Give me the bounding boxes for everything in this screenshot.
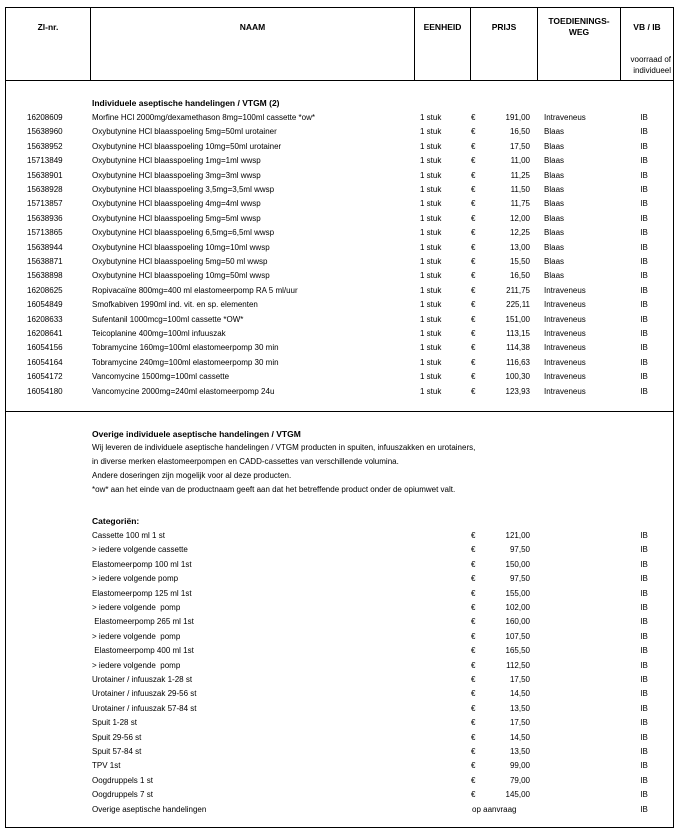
table-row [6, 284, 675, 298]
currency-sign: € [471, 718, 476, 728]
currency-sign: € [471, 675, 476, 684]
item-number: 16054156 [27, 343, 63, 353]
item-route: Blaas [544, 257, 565, 266]
item-number: 16054172 [27, 372, 63, 382]
currency-sign: € [471, 329, 476, 338]
item-route: Blaas [544, 228, 565, 238]
currency-sign: € [471, 141, 476, 151]
category-name: > iedere volgende cassette [92, 545, 188, 555]
item-unit: 1 stuk [420, 156, 442, 166]
item-route: Intraveneus [544, 113, 586, 122]
category-vb-ib: IB [640, 761, 648, 771]
item-vb-ib: IB [640, 386, 648, 396]
item-name: Oxybutynine HCl blaasspoeling 5mg=50ml urotainer [92, 127, 277, 137]
item-number: 15638898 [27, 271, 63, 281]
item-name: Teicoplanine 400mg=100ml infuuszak [92, 329, 226, 338]
category-name: > iedere volgende pomp [92, 574, 179, 584]
item-unit: 1 stuk [420, 257, 442, 266]
currency-sign: € [471, 257, 476, 266]
category-name: Spuit 29-56 st [92, 732, 142, 742]
currency-sign: € [471, 199, 476, 209]
item-number: 16208633 [27, 314, 63, 324]
item-name: Oxybutynine HCl blaasspoeling 4mg=4ml wwsp [92, 199, 261, 209]
item-unit: 1 stuk [420, 199, 442, 209]
item-route: Blaas [544, 199, 565, 209]
category-row [6, 543, 675, 557]
currency-sign: € [471, 271, 476, 281]
header-vb-sub-2: individueel [633, 66, 671, 75]
item-unit: 1 stuk [420, 329, 442, 338]
currency-sign: € [471, 703, 476, 713]
category-name: > iedere volgende pomp [92, 631, 181, 641]
currency-sign: € [471, 531, 476, 540]
category-price: 99,00 [509, 761, 530, 771]
section2-text-3: Andere doseringen zijn mogelijk voor al deze producten. [92, 471, 292, 480]
category-price: 14,50 [509, 732, 530, 742]
price-table [5, 7, 674, 828]
currency-sign: € [471, 127, 476, 137]
category-row [6, 558, 675, 572]
item-unit: 1 stuk [420, 271, 442, 281]
item-unit: 1 stuk [420, 285, 442, 295]
item-unit: 1 stuk [420, 343, 442, 353]
table-row [6, 154, 675, 168]
item-price: 225,11 [506, 300, 530, 310]
item-vb-ib: IB [640, 314, 648, 324]
item-price: 11,75 [510, 199, 530, 209]
currency-sign: € [471, 617, 476, 627]
category-row [6, 630, 675, 644]
item-route: Intraveneus [544, 314, 586, 324]
item-number: 15638960 [27, 127, 63, 137]
item-price: 151,00 [505, 314, 530, 324]
currency-sign: € [471, 228, 476, 238]
item-name: Oxybutynine HCl blaasspoeling 10mg=50ml wwsp [92, 271, 270, 281]
item-unit: 1 stuk [420, 170, 442, 180]
header-divider [6, 80, 673, 81]
section2-text-4: *ow* aan het einde van de productnaam geeft aan dat het betreffende product onder de opiumwet valt. [92, 485, 456, 494]
header-vb: VB / IB voorraad of individueel [621, 8, 673, 80]
category-row [6, 745, 675, 759]
categories-title: Categoriën: [92, 516, 140, 526]
item-number: 15638952 [27, 141, 63, 151]
category-vb-ib: IB [640, 790, 648, 800]
category-vb-ib: IB [640, 747, 648, 756]
category-vb-ib: IB [640, 646, 648, 656]
item-number: 16208641 [27, 329, 63, 338]
category-name: Cassette 100 ml 1 st [92, 531, 165, 540]
item-vb-ib: IB [640, 372, 648, 382]
table-row [6, 183, 675, 197]
item-route: Intraveneus [544, 357, 586, 367]
category-vb-ib: IB [640, 775, 648, 785]
item-name: Vancomycine 2000mg=240ml elastomeerpomp 24u [92, 386, 275, 396]
item-price: 211,75 [506, 285, 530, 295]
item-number: 16054180 [27, 386, 63, 396]
currency-sign: € [471, 343, 476, 353]
item-price: 12,00 [509, 213, 530, 223]
item-name: Tobramycine 240mg=100ml elastomeerpomp 30 min [92, 357, 279, 367]
table-row [6, 370, 675, 384]
item-unit: 1 stuk [420, 141, 442, 151]
table-row [6, 226, 675, 240]
header-route: TOEDIENINGS- WEG [548, 16, 610, 37]
category-row [6, 644, 675, 658]
category-price: 160,00 [505, 617, 530, 627]
category-price: 155,00 [505, 588, 530, 598]
table-row [6, 269, 675, 283]
section1-title: Individuele aseptische handelingen / VTGM (2) [92, 98, 280, 108]
item-unit: 1 stuk [420, 127, 442, 137]
category-name: Overige aseptische handelingen [92, 804, 207, 814]
category-price: 79,00 [509, 775, 530, 785]
item-unit: 1 stuk [420, 300, 442, 310]
category-row [6, 774, 675, 788]
item-name: Oxybutynine HCl blaasspoeling 5mg=5ml wwsp [92, 213, 261, 223]
item-price: 15,50 [509, 257, 530, 266]
currency-sign: € [471, 775, 476, 785]
currency-sign: € [471, 386, 476, 396]
table-row [6, 111, 675, 125]
item-vb-ib: IB [640, 170, 648, 180]
item-route: Blaas [544, 213, 565, 223]
category-name: Oogdruppels 7 st [92, 790, 153, 800]
item-name: Oxybutynine HCl blaasspoeling 6,5mg=6,5ml wwsp [92, 228, 275, 238]
item-name: Oxybutynine HCl blaasspoeling 3mg=3ml wwsp [92, 170, 261, 180]
category-vb-ib: IB [640, 718, 648, 728]
item-unit: 1 stuk [420, 386, 442, 396]
category-vb-ib: IB [640, 559, 648, 569]
category-row [6, 587, 675, 601]
item-price: 191,00 [505, 113, 530, 122]
currency-sign: € [471, 185, 476, 194]
category-vb-ib: IB [640, 660, 648, 670]
currency-sign: € [471, 747, 476, 756]
category-vb-ib: IB [640, 531, 648, 540]
category-vb-ib: IB [640, 617, 648, 627]
header-name: NAAM [239, 22, 266, 32]
item-route: Intraveneus [544, 329, 586, 338]
currency-sign: € [471, 790, 476, 800]
category-price: 145,00 [505, 790, 530, 800]
currency-sign: € [471, 689, 476, 699]
category-row [6, 659, 675, 673]
item-number: 15713857 [27, 199, 63, 209]
item-name: Oxybutynine HCl blaasspoeling 10mg=50ml urotainer [92, 141, 282, 151]
item-unit: 1 stuk [420, 372, 442, 382]
category-vb-ib: IB [640, 588, 648, 598]
item-vb-ib: IB [640, 113, 648, 122]
item-unit: 1 stuk [420, 228, 442, 238]
item-unit: 1 stuk [420, 242, 442, 252]
item-price: 113,15 [506, 329, 530, 338]
category-name: Urotainer / infuuszak 1-28 st [92, 675, 193, 684]
category-row [6, 716, 675, 730]
category-row [6, 601, 675, 615]
item-price: 123,93 [505, 386, 530, 396]
item-price: 11,25 [510, 170, 530, 180]
item-vb-ib: IB [640, 357, 648, 367]
section2-title: Overige individuele aseptische handelingen / VTGM [92, 429, 301, 439]
header-vb-sub-1: voorraad of [630, 55, 671, 64]
item-number: 15638871 [27, 257, 63, 266]
category-vb-ib: IB [640, 603, 648, 612]
category-price: 17,50 [509, 718, 530, 728]
item-name: Vancomycine 1500mg=100ml cassette [92, 372, 230, 382]
item-unit: 1 stuk [420, 314, 442, 324]
item-route: Blaas [544, 141, 565, 151]
category-row [6, 572, 675, 586]
item-route: Blaas [544, 156, 565, 166]
currency-sign: € [471, 156, 476, 166]
category-name: Elastomeerpomp 400 ml 1st [92, 646, 194, 656]
category-price: 165,50 [505, 646, 530, 656]
table-row [6, 241, 675, 255]
currency-sign: € [471, 242, 476, 252]
item-vb-ib: IB [640, 213, 648, 223]
item-name: Oxybutynine HCl blaasspoeling 5mg=50 ml wwsp [92, 257, 268, 266]
category-row [6, 731, 675, 745]
table-row [6, 255, 675, 269]
item-vb-ib: IB [640, 329, 648, 338]
category-price: 121,00 [505, 531, 530, 540]
category-vb-ib: IB [640, 545, 648, 555]
currency-sign: € [471, 603, 476, 612]
category-price: 102,00 [505, 603, 530, 612]
category-name: Spuit 57-84 st [92, 747, 142, 756]
item-vb-ib: IB [640, 199, 648, 209]
category-price: 97,50 [509, 574, 530, 584]
item-number: 16054164 [27, 357, 63, 367]
category-name: Elastomeerpomp 100 ml 1st [92, 559, 192, 569]
category-row [6, 759, 675, 773]
table-row [6, 125, 675, 139]
category-row [6, 673, 675, 687]
table-row [6, 298, 675, 312]
price-on-request: op aanvraag [472, 804, 517, 814]
item-number: 16054849 [27, 300, 63, 310]
currency-sign: € [471, 314, 476, 324]
item-unit: 1 stuk [420, 113, 442, 122]
item-price: 11,00 [510, 156, 530, 166]
category-row [6, 702, 675, 716]
item-unit: 1 stuk [420, 185, 442, 194]
category-name: TPV 1st [92, 761, 121, 771]
table-row [6, 212, 675, 226]
item-route: Intraveneus [544, 343, 586, 353]
item-route: Intraveneus [544, 285, 586, 295]
item-number: 15638944 [27, 242, 63, 252]
category-name: Elastomeerpomp 125 ml 1st [92, 588, 192, 598]
category-name: Spuit 1-28 st [92, 718, 137, 728]
item-vb-ib: IB [640, 156, 648, 166]
item-vb-ib: IB [640, 242, 648, 252]
item-name: Ropivacaïne 800mg=400 ml elastomeerpomp RA 5 ml/uur [92, 285, 298, 295]
item-price: 116,63 [506, 357, 530, 367]
section2-text-2: in diverse merken elastomeerpompen en CADD-cassettes van verschillende volumina. [92, 457, 399, 466]
currency-sign: € [471, 300, 476, 310]
category-price: 150,00 [505, 559, 530, 569]
category-row [6, 687, 675, 701]
item-name: Oxybutynine HCl blaasspoeling 3,5mg=3,5ml wwsp [92, 185, 275, 194]
section-divider [6, 411, 673, 412]
currency-sign: € [471, 113, 476, 122]
table-row [6, 385, 675, 399]
item-vb-ib: IB [640, 257, 648, 266]
item-number: 15713865 [27, 228, 63, 238]
item-name: Oxybutynine HCl blaasspoeling 10mg=10ml wwsp [92, 242, 270, 252]
table-row [6, 313, 675, 327]
item-number: 15713849 [27, 156, 63, 166]
item-route: Intraveneus [544, 386, 586, 396]
category-row [6, 529, 675, 543]
currency-sign: € [471, 732, 476, 742]
table-row [6, 356, 675, 370]
item-price: 100,30 [505, 372, 530, 382]
category-name: > iedere volgende pomp [92, 660, 181, 670]
item-vb-ib: IB [640, 228, 648, 238]
item-vb-ib: IB [640, 285, 648, 295]
category-name: Elastomeerpomp 265 ml 1st [92, 617, 194, 627]
item-name: Oxybutynine HCl blaasspoeling 1mg=1ml wwsp [92, 156, 261, 166]
category-name: > iedere volgende pomp [92, 603, 181, 612]
category-vb-ib: IB [640, 804, 648, 814]
item-route: Intraveneus [544, 300, 586, 310]
currency-sign: € [471, 588, 476, 598]
header-nr: Zl-nr. [37, 22, 59, 32]
currency-sign: € [471, 213, 476, 223]
currency-sign: € [471, 357, 476, 367]
currency-sign: € [471, 545, 476, 555]
item-number: 16208609 [27, 113, 63, 122]
category-vb-ib: IB [640, 703, 648, 713]
category-vb-ib: IB [640, 675, 648, 684]
currency-sign: € [471, 574, 476, 584]
category-price: 13,50 [509, 703, 530, 713]
item-route: Blaas [544, 271, 565, 281]
item-number: 15638928 [27, 185, 63, 194]
table-row [6, 327, 675, 341]
item-name: Smofkabiven 1990ml ind. vit. en sp. elementen [92, 300, 258, 310]
category-name: Urotainer / infuuszak 57-84 st [92, 703, 197, 713]
category-vb-ib: IB [640, 732, 648, 742]
category-row [6, 803, 675, 817]
item-price: 114,38 [506, 343, 530, 353]
header-unit: EENHEID [423, 22, 462, 32]
category-vb-ib: IB [640, 689, 648, 699]
category-price: 97,50 [509, 545, 530, 555]
item-vb-ib: IB [640, 343, 648, 353]
item-vb-ib: IB [640, 141, 648, 151]
item-price: 17,50 [509, 141, 530, 151]
item-route: Intraveneus [544, 372, 586, 382]
category-price: 17,50 [509, 675, 530, 684]
header-price: PRIJS [491, 22, 517, 32]
item-price: 13,00 [509, 242, 530, 252]
category-name: Oogdruppels 1 st [92, 775, 153, 785]
table-row [6, 169, 675, 183]
item-price: 16,50 [509, 127, 530, 137]
currency-sign: € [471, 761, 476, 771]
item-number: 16208625 [27, 285, 63, 295]
currency-sign: € [471, 372, 476, 382]
item-number: 15638936 [27, 213, 63, 223]
item-name: Sufentanil 1000mcg=100ml cassette *OW* [92, 314, 244, 324]
category-name: Urotainer / infuuszak 29-56 st [92, 689, 197, 699]
currency-sign: € [471, 170, 476, 180]
item-route: Blaas [544, 170, 565, 180]
item-vb-ib: IB [640, 127, 648, 137]
currency-sign: € [471, 559, 476, 569]
item-vb-ib: IB [640, 185, 648, 194]
category-vb-ib: IB [640, 631, 648, 641]
currency-sign: € [471, 631, 476, 641]
category-price: 13,50 [509, 747, 530, 756]
item-price: 16,50 [509, 271, 530, 281]
category-price: 107,50 [505, 631, 530, 641]
item-route: Blaas [544, 127, 565, 137]
item-unit: 1 stuk [420, 357, 442, 367]
category-vb-ib: IB [640, 574, 648, 584]
item-name: Tobramycine 160mg=100ml elastomeerpomp 30 min [92, 343, 279, 353]
table-row [6, 341, 675, 355]
item-route: Blaas [544, 242, 565, 252]
currency-sign: € [471, 285, 476, 295]
category-row [6, 615, 675, 629]
table-row [6, 140, 675, 154]
table-row [6, 197, 675, 211]
item-price: 11,50 [510, 185, 530, 194]
category-price: 14,50 [509, 689, 530, 699]
category-row [6, 788, 675, 802]
item-name: Morfine HCl 2000mg/dexamethason 8mg=100ml cassette *ow* [92, 113, 316, 122]
section2-text-1: Wij leveren de individuele aseptische handelingen / VTGM producten in spuiten, infuuszakken en urotainers, [92, 443, 476, 452]
item-route: Blaas [544, 185, 565, 194]
item-vb-ib: IB [640, 271, 648, 281]
item-price: 12,25 [509, 228, 530, 238]
category-price: 112,50 [506, 660, 530, 670]
item-number: 15638901 [27, 170, 63, 180]
currency-sign: € [471, 646, 476, 656]
item-vb-ib: IB [640, 300, 648, 310]
item-unit: 1 stuk [420, 213, 442, 223]
currency-sign: € [471, 660, 476, 670]
